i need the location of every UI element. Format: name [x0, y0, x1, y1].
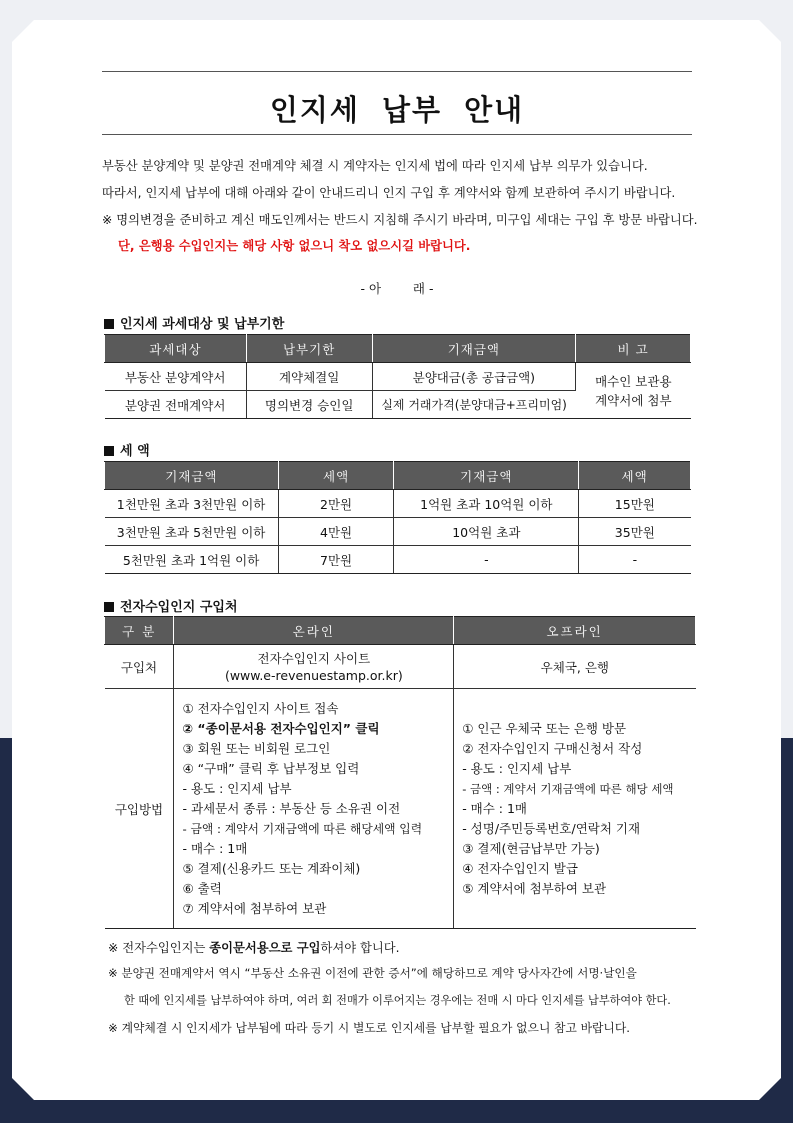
footnote-1-bold: 종이문서용으로 구입 — [209, 941, 321, 955]
col-header: 온라인 — [174, 617, 454, 645]
table-row — [105, 546, 691, 574]
section1-heading — [104, 313, 284, 332]
section3-heading-text: 전자수입인지 구입처 — [120, 600, 238, 615]
table-header-row — [105, 617, 696, 645]
online-step: - 매수 : 1매 — [182, 841, 248, 856]
online-step: ⑦ 계약서에 첨부하여 보관 — [182, 901, 327, 916]
col-header: 기재금액 — [105, 462, 279, 490]
col-header: 오프라인 — [454, 617, 696, 645]
table-row — [105, 490, 691, 518]
table-cell: 실제 거래가격(분양대금+프리미엄) — [372, 391, 576, 419]
table-header-row — [105, 462, 691, 490]
row-label: 구입방법 — [105, 689, 174, 929]
intro-line-3: ※ 명의변경을 준비하고 계신 매도인께서는 반드시 지침해 주시기 바라며, 미구입 세대는 구입 후 방문 바랍니다. — [102, 213, 698, 227]
online-place-cell — [174, 645, 454, 689]
note-cell — [576, 363, 691, 419]
tax-amount-table — [104, 461, 691, 574]
table-cell: - — [394, 546, 579, 574]
table-header-row — [105, 335, 691, 363]
footnote-2-line-2: 한 때에 인지세를 납부하여야 하며, 여러 회 전매가 이루어지는 경우에는 전매 시 마다 인지세를 납부하여야 한다. — [124, 994, 671, 1007]
offline-step: - 금액 : 계약서 기재금액에 따른 해당 세액 — [462, 782, 674, 796]
section2-heading-text: 세 액 — [120, 444, 150, 459]
offline-step: - 매수 : 1매 — [462, 801, 528, 816]
offline-step: - 성명/주민등록번호/연락처 기재 — [462, 821, 641, 836]
below-mark: - 아 래 - — [360, 281, 434, 296]
table-cell: 3천만원 초과 5천만원 이하 — [105, 518, 279, 546]
online-step: - 금액 : 계약서 기재금액에 따른 해당세액 입력 — [182, 822, 423, 836]
col-header: 구 분 — [105, 617, 174, 645]
table-cell: 1천만원 초과 3천만원 이하 — [105, 490, 279, 518]
table-cell: - — [579, 546, 691, 574]
online-step: ① 전자수입인지 사이트 접속 — [182, 701, 339, 716]
online-place-name: 전자수입인지 사이트 — [257, 650, 371, 666]
col-header: 비 고 — [576, 335, 691, 363]
table-cell: 분양권 전매계약서 — [105, 391, 247, 419]
intro-warning: 단, 은행용 수입인지는 해당 사항 없으니 착오 없으시길 바랍니다. — [118, 239, 471, 253]
offline-step: - 용도 : 인지세 납부 — [462, 761, 572, 776]
footnote-3: ※ 계약체결 시 인지세가 납부됨에 따라 등기 시 별도로 인지세를 납부할 필요가 없으니 참고 바랍니다. — [108, 1021, 630, 1035]
table-cell: 2만원 — [278, 490, 394, 518]
table-row — [105, 645, 696, 689]
offline-step: ② 전자수입인지 구매신청서 작성 — [462, 741, 643, 756]
section3-heading — [104, 596, 238, 615]
table-cell: 35만원 — [579, 518, 691, 546]
online-step: - 과세문서 종류 : 부동산 등 소유권 이전 — [182, 801, 401, 816]
offline-steps-cell — [454, 689, 696, 929]
square-bullet-icon — [104, 319, 114, 329]
section1-heading-text: 인지세 과세대상 및 납부기한 — [120, 317, 285, 332]
offline-step: ① 인근 우체국 또는 은행 방문 — [462, 721, 627, 736]
intro-line-1: 부동산 분양계약 및 분양권 전매계약 체결 시 계약자는 인지세 법에 따라 인지세 납부 의무가 있습니다. — [102, 159, 648, 173]
page-title: 인지세 납부 안내 — [269, 93, 525, 127]
online-step: - 용도 : 인지세 납부 — [182, 781, 292, 796]
col-header: 납부기한 — [246, 335, 372, 363]
top-rule — [102, 71, 692, 72]
table-cell: 4만원 — [278, 518, 394, 546]
footnote-1-post: 하셔야 합니다. — [320, 941, 400, 955]
online-step: ② “종이문서용 전자수입인지” 클릭 — [182, 721, 380, 736]
offline-place-cell: 우체국, 은행 — [454, 645, 696, 689]
online-step: ⑤ 결제(신용카드 또는 계좌이체) — [182, 861, 361, 876]
table-cell: 10억원 초과 — [394, 518, 579, 546]
table-row — [105, 363, 691, 391]
title-rule — [102, 134, 692, 135]
table-cell: 7만원 — [278, 546, 394, 574]
table-cell: 1억원 초과 10억원 이하 — [394, 490, 579, 518]
tax-target-table — [104, 334, 691, 419]
online-place-url: (www.e-revenuestamp.or.kr) — [224, 667, 403, 683]
purchase-table — [104, 616, 696, 929]
footnote-2-line-1: ※ 분양권 전매계약서 역시 “부동산 소유권 이전에 관한 증서”에 해당하므로 계약 당사자간에 서명·날인을 — [108, 966, 637, 980]
section2-heading — [104, 440, 150, 459]
table-row — [105, 518, 691, 546]
square-bullet-icon — [104, 446, 114, 456]
table-row — [105, 689, 696, 929]
table-cell: 분양대금(총 공급금액) — [372, 363, 576, 391]
online-step: ④ “구매” 클릭 후 납부정보 입력 — [182, 761, 360, 776]
table-cell: 5천만원 초과 1억원 이하 — [105, 546, 279, 574]
intro-line-2: 따라서, 인지세 납부에 대해 아래와 같이 안내드리니 인지 구입 후 계약서와 함께 보관하여 주시기 바랍니다. — [102, 186, 676, 200]
note-line-2: 계약서에 첨부 — [595, 392, 672, 408]
note-line-1: 매수인 보관용 — [595, 373, 672, 389]
footnote-1-pre: ※ 전자수입인지는 — [108, 941, 210, 955]
row-label: 구입처 — [105, 645, 174, 689]
footnote-1 — [108, 938, 400, 956]
col-header: 과세대상 — [105, 335, 247, 363]
offline-step: ③ 결제(현금납부만 가능) — [462, 841, 600, 856]
col-header: 기재금액 — [372, 335, 576, 363]
online-steps-cell — [174, 689, 454, 929]
col-header: 세액 — [579, 462, 691, 490]
table-cell: 명의변경 승인일 — [246, 391, 372, 419]
col-header: 기재금액 — [394, 462, 579, 490]
offline-step: ④ 전자수입인지 발급 — [462, 861, 578, 876]
online-step: ⑥ 출력 — [182, 881, 222, 896]
col-header: 세액 — [278, 462, 394, 490]
online-step: ③ 회원 또는 비회원 로그인 — [182, 741, 331, 756]
table-cell: 15만원 — [579, 490, 691, 518]
offline-step: ⑤ 계약서에 첨부하여 보관 — [462, 881, 607, 896]
table-cell: 부동산 분양계약서 — [105, 363, 247, 391]
square-bullet-icon — [104, 602, 114, 612]
table-cell: 계약체결일 — [246, 363, 372, 391]
